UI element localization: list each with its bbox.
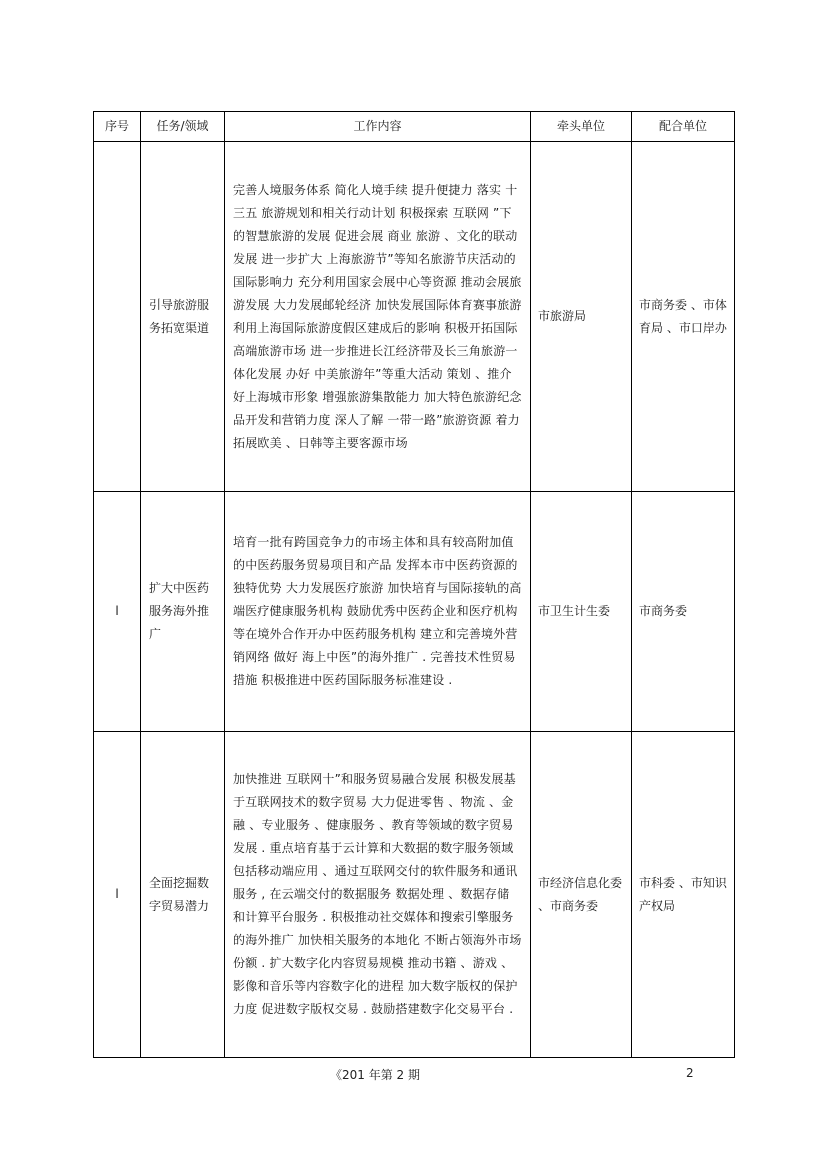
header-seq: 序号 xyxy=(94,112,141,142)
row-seq: l xyxy=(94,732,141,1058)
table-row xyxy=(94,492,735,732)
header-lead-unit: 牵头单位 xyxy=(531,112,632,142)
issue-footer: 《201 年第 2 期 xyxy=(330,1068,420,1082)
row-lead-unit: 市经济信息化委 、市商务委 xyxy=(531,732,632,1058)
row-task: 扩大中医药服务海外推广 xyxy=(141,492,225,732)
row-content: 培育一批有跨国竞争力的市场主体和具有较高附加值的中医药服务贸易项目和产品 发挥本市中医药资源的独特优势 大力发展医疗旅游 加快培育与国际接轨的高端医疗健康服务机构 鼓励优秀中医药企业和医疗机构等在境外合作开办中医药服务机构 建立和完善境外营销网络 做好 海上中医”的海外推广 . 完善技术性贸易措施 积极推进中医药国际服务标准建设 . xyxy=(225,492,531,732)
table-row xyxy=(94,732,735,1058)
table-header-row xyxy=(94,112,735,142)
row-seq xyxy=(94,142,141,492)
page-number: 2 xyxy=(686,1066,694,1080)
header-coop-unit: 配合单位 xyxy=(632,112,735,142)
row-coop-unit: 市商务委 、市体育局 、市口岸办 xyxy=(632,142,735,492)
row-task: 全面挖掘数字贸易潜力 xyxy=(141,732,225,1058)
header-task: 任务/领域 xyxy=(141,112,225,142)
row-coop-unit: 市科委 、市知识产权局 xyxy=(632,732,735,1058)
row-content: 加快推进 互联网十”和服务贸易融合发展 积极发展基于互联网技术的数字贸易 大力促进零售 、物流 、金融 、专业服务 、健康服务 、教育等领域的数字贸易发展 . 重点培育基于云计算和大数据的数字服务领域 包括移动端应用 、通过互联网交付的软件服务和通讯服务 , 在云端交付的数据服务 数据处理 、数据存储 和计算平台服务 . 积极推动社交媒体和搜索引擎服务的海外推广 加快相关服务的本地化 不断占领海外市场份额 . 扩大数字化内容贸易规模 推动书籍 、游戏 、影像和音乐等内容数字化的进程 加大数字版权的保护力度 促进数字版权交易 . 鼓励搭建数字化交易平台 . xyxy=(225,732,531,1058)
header-content: 工作内容 xyxy=(225,112,531,142)
row-lead-unit: 市卫生计生委 xyxy=(531,492,632,732)
work-plan-table xyxy=(93,111,735,1058)
row-lead-unit: 市旅游局 xyxy=(531,142,632,492)
row-task: 引导旅游服务拓宽渠道 xyxy=(141,142,225,492)
row-coop-unit: 市商务委 xyxy=(632,492,735,732)
row-content: 完善人境服务体系 简化人境手续 提升便捷力 落实 十三五 旅游规划和相关行动计划 积极探索 互联网 ”下的智慧旅游的发展 促进会展 商业 旅游 、文化的联动发展 进一步扩大 上海旅游节”等知名旅游节庆活动的国际影响力 充分利用国家会展中心等资源 推动会展旅游发展 大力发展邮轮经济 加快发展国际体育赛事旅游 利用上海国际旅游度假区建成后的影响 积极开拓国际高端旅游市场 进一步推进长江经济带及长三角旅游一体化发展 办好 中美旅游年”等重大活动 策划 、推介好上海城市形象 增强旅游集散能力 加大特色旅游纪念品开发和营销力度 深人了解 一带一路”旅游资源 着力拓展欧美 、日韩等主要客源市场 xyxy=(225,142,531,492)
row-seq: l xyxy=(94,492,141,732)
table-row xyxy=(94,142,735,492)
